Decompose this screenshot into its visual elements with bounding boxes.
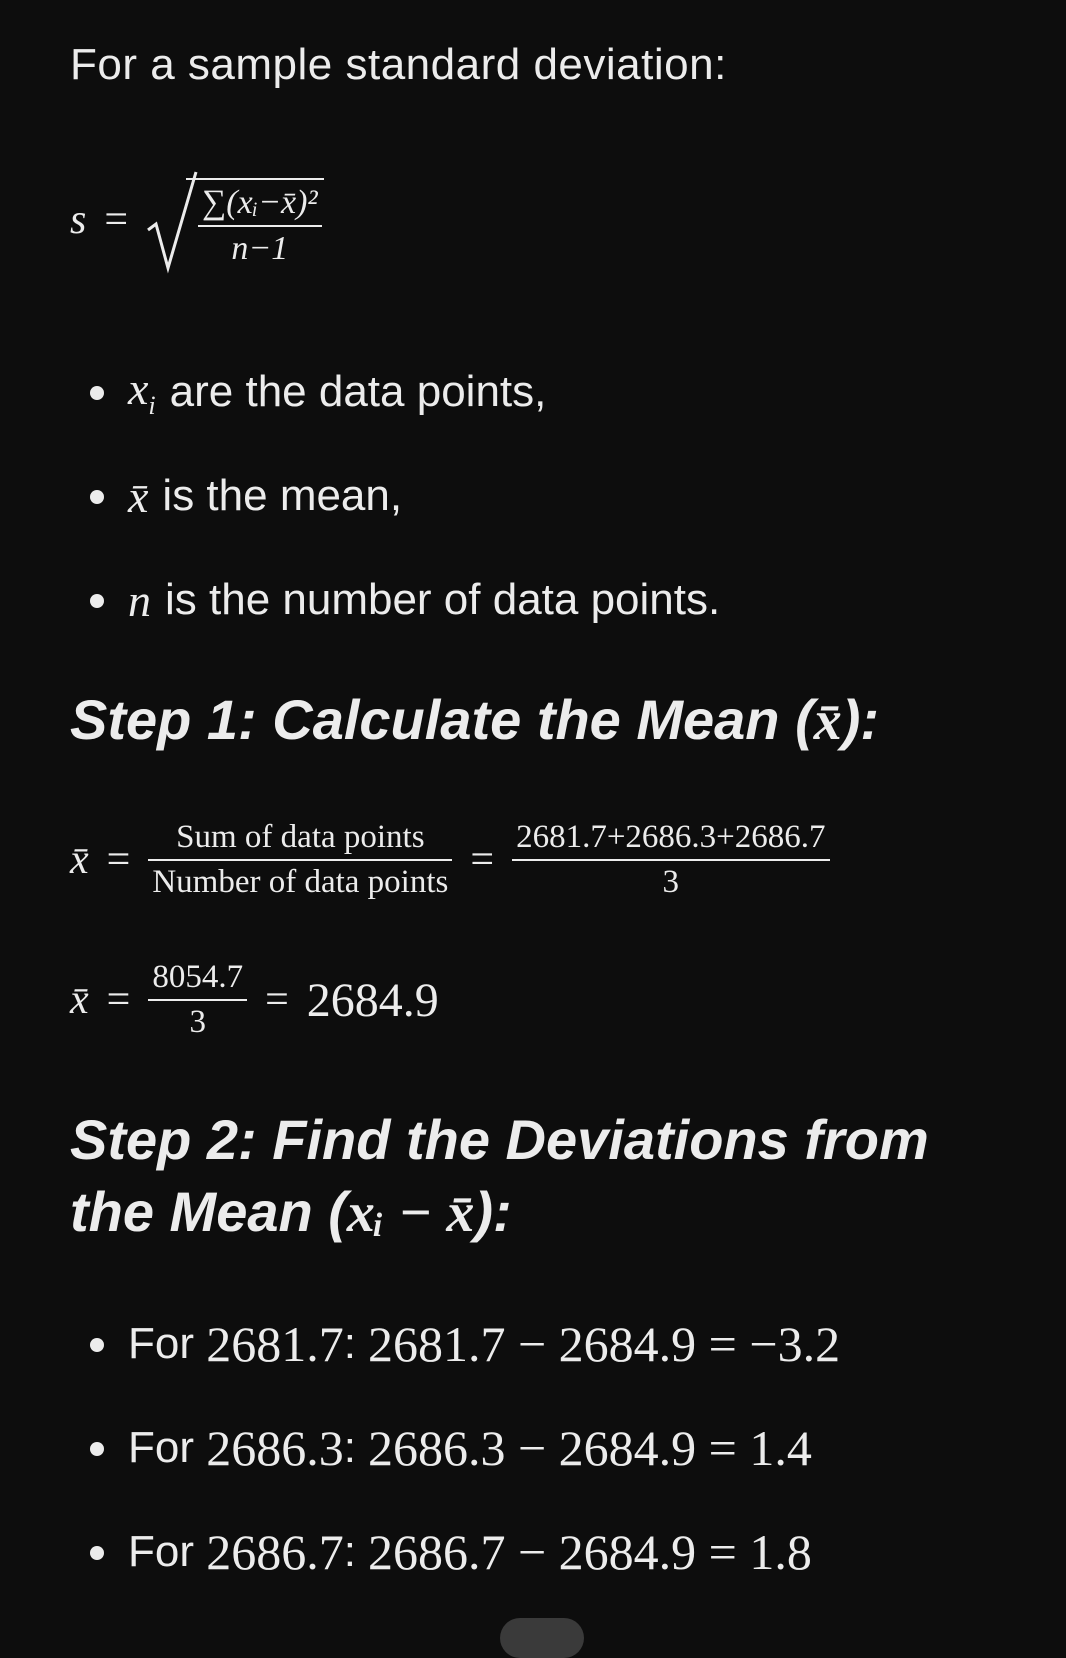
intro-text: For a sample standard deviation:: [70, 40, 727, 89]
formula-lhs: s: [70, 197, 87, 243]
std-dev-formula: [70, 160, 324, 280]
deviation-expression: 2686.3 − 2684.9 = 1.4: [367, 1420, 812, 1476]
mean-lhs: x̄: [70, 977, 89, 1023]
fraction-bar: [198, 225, 322, 227]
step2-heading: Step 2: Find the Deviations from the Mean (xᵢ − x̄):: [70, 1108, 929, 1244]
mean-fraction-sum: $\frac{8054.7}{3}$: [148, 959, 247, 1041]
formula-numerator: ∑(xᵢ−x̄)²: [202, 184, 318, 221]
list-item: [90, 444, 1030, 548]
definition-text: are the data points,: [169, 367, 547, 416]
definition-text: is the mean,: [162, 471, 403, 520]
mean-fraction-words: $\frac{\text{Sum of data points}}{\text{Number of data points}}$: [148, 819, 452, 901]
deviations-list: [90, 1292, 1030, 1604]
mean-result: 2684.9: [306, 973, 439, 1027]
step1-heading: Step 1: Calculate the Mean (x̄):: [70, 688, 880, 752]
list-item: [90, 548, 1030, 652]
list-item: For 2681.7 : 2681.7 − 2684.9 = −3.2: [90, 1292, 1030, 1396]
list-item: [90, 340, 1030, 444]
sqrt-expression: [146, 172, 324, 268]
deviation-expression: 2686.7 − 2684.9 = 1.8: [367, 1524, 812, 1580]
mean-formula-line: x̄ = $\frac{\text{Sum of data points}}{\text{Number of data points}}$ = $\frac{2681.7+2686.3+2686.7}{3}$: [70, 810, 830, 910]
definitions-list: [90, 340, 1030, 652]
mean-result-line: x̄ = $\frac{8054.7}{3}$ = 2684.9: [70, 959, 439, 1040]
definition-symbol: $x_i$: [128, 363, 156, 421]
list-item: For 2686.3 : 2686.3 − 2684.9 = 1.4: [90, 1396, 1030, 1500]
sqrt-icon: [146, 164, 198, 274]
definition-symbol: x̄: [128, 470, 149, 522]
scroll-down-button[interactable]: [500, 1618, 584, 1658]
deviation-expression: 2681.7 − 2684.9 = −3.2: [367, 1316, 841, 1372]
heading-symbol: x̄: [813, 690, 842, 752]
heading-symbol: xᵢ − x̄: [346, 1182, 475, 1244]
formula-equals: =: [104, 197, 129, 243]
definition-text: is the number of data points.: [165, 575, 721, 624]
definition-symbol: n: [128, 574, 151, 626]
formula-fraction: [198, 184, 322, 268]
list-item: For 2686.7 : 2686.7 − 2684.9 = 1.8: [90, 1500, 1030, 1604]
formula-denominator: n−1: [231, 230, 289, 267]
mean-fraction-values: $\frac{2681.7+2686.3+2686.7}{3}$: [512, 819, 829, 901]
mean-lhs: x̄: [70, 837, 89, 883]
